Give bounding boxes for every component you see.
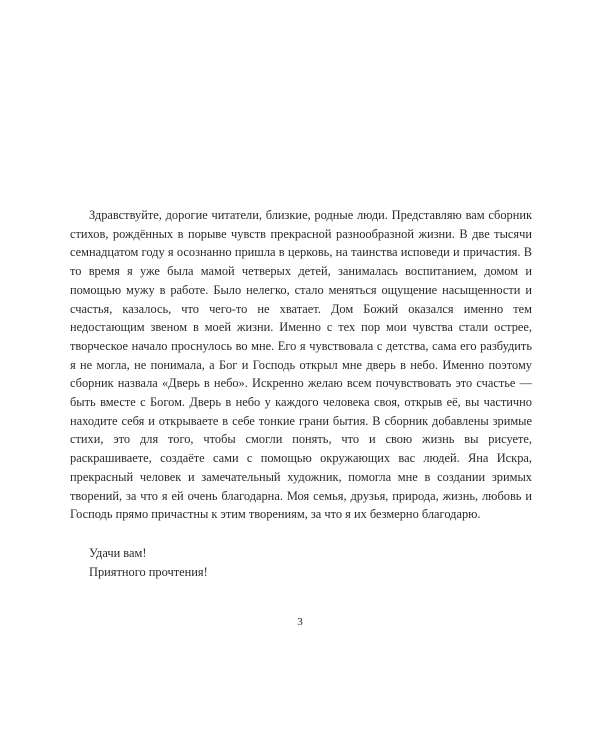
sign-off [70,544,532,581]
sign-off-line-2: Приятного прочтения! [89,564,208,579]
sign-off-line-1: Удачи вам! [89,545,147,560]
page-number: 3 [297,616,303,628]
body-text-block [70,206,532,581]
preface-paragraph: Здравствуйте, дорогие читатели, близкие, родные люди. Представляю вам сборник стихов, рождённых в порыве чувств прекрасной разнообразной жизни. В две тысячи семнадцатом году я осознанно пришла в церковь, на таинства исповеди и причастия. В то время я уже была мамой четверых детей, занималась воспитанием, домом и помощью мужу в работе. Было нелегко, стало меняться ощущение насыщенности и счастья, казалось, что чего-то не хватает. Дом Божий оказался именно тем недостающим звеном в моей жизни. Именно с тех пор мои чувства стали острее, творческое начало проснулось во мне. Его я чувствовала с детства, сама его разбудить я не могла, не понимала, а Бог и Господь открыл мне дверь в небо. Именно поэтому сборник назвала «Дверь в небо». Искренно желаю всем почувствовать это счастье — быть вместе с Богом. Дверь в небо у каждого человека своя, открыв её, вы частично находите себя и открываете в себе тонкие грани бытия. В сборник добавлены зримые стихи, это для того, чтобы смогли понять, что и свою жизнь вы рисуете, раскрашиваете, создаёте сами с помощью окружающих вас людей. Яна Искра, прекрасный человек и замечательный художник, помогла мне в создании зримых творений, за что я ей очень благодарна. Моя семья, друзья, природа, жизнь, любовь и Господь прямо причастны к этим творениям, за что я их безмерно благодарю. [70,208,532,522]
